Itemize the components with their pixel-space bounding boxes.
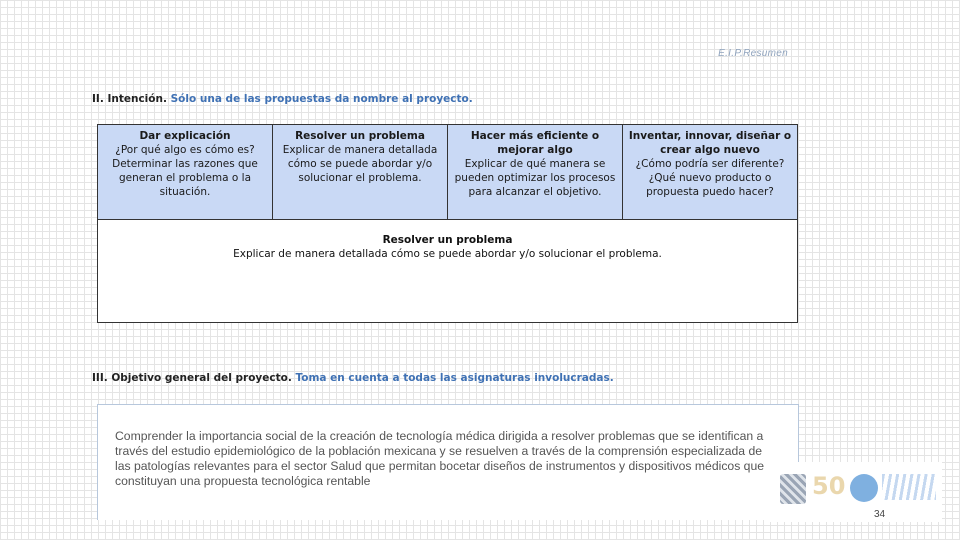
document-header-tag: E.I.P.Resumen (718, 48, 788, 59)
intent-heading-instruction: Sólo una de las propuestas da nombre al proyecto. (170, 93, 473, 105)
option-title: Hacer más eficiente o mejorar algo (470, 130, 600, 156)
intent-option-innovate (623, 125, 797, 219)
option-description: Explicar de manera detallada cómo se puede abordar y/o solucionar el problema. (282, 144, 438, 184)
anniversary-50-text: 50 (812, 472, 846, 500)
objective-section-heading (92, 372, 614, 384)
intent-options-row (98, 125, 797, 220)
option-description: ¿Cómo podría ser diferente? ¿Qué nuevo producto o propuesta puedo hacer? (635, 158, 785, 198)
chosen-intent-description: Explicar de manera detallada cómo se puede abordar y/o solucionar el problema. (233, 248, 662, 260)
page-number: 34 (874, 509, 886, 520)
striped-logo (882, 474, 936, 500)
unam-seal-logo (780, 474, 806, 504)
intent-option-improve (448, 125, 623, 219)
option-title: Resolver un problema (295, 130, 425, 142)
objective-heading-instruction: Toma en cuenta a todas las asignaturas involucradas. (295, 372, 614, 384)
intent-option-solve (273, 125, 448, 219)
chosen-intent-area (98, 220, 797, 261)
logo-strip (770, 462, 942, 522)
intent-option-explain (98, 125, 273, 219)
objective-text: Comprender la importancia social de la creación de tecnología médica dirigida a resolver problemas que se identifican a través del estudio epidemiológico de la población mexicana y se resuelven a través de la comprensión especializada de las patologías relevantes para el sector Salud que permitan bocetar diseños de instrumentos y dispositivos médicos que constituyan una propuesta tecnológica rentable (115, 429, 765, 488)
institution-circle-logo (850, 474, 878, 502)
objective-heading-prefix: III. Objetivo general del proyecto. (92, 372, 292, 384)
objective-box (97, 404, 799, 520)
option-title: Dar explicación (139, 130, 231, 142)
option-title: Inventar, innovar, diseñar o crear algo nuevo (628, 130, 792, 156)
anniversary-50-logo (812, 474, 846, 504)
intent-heading-prefix: II. Intención. (92, 93, 167, 105)
option-description: ¿Por qué algo es cómo es? Determinar las razones que generan el problema o la situación. (112, 144, 258, 198)
intent-table (97, 124, 798, 323)
chosen-intent-title: Resolver un problema (382, 234, 513, 246)
option-description: Explicar de qué manera se pueden optimizar los procesos para alcanzar el objetivo. (454, 158, 616, 198)
intent-section-heading (92, 93, 473, 105)
